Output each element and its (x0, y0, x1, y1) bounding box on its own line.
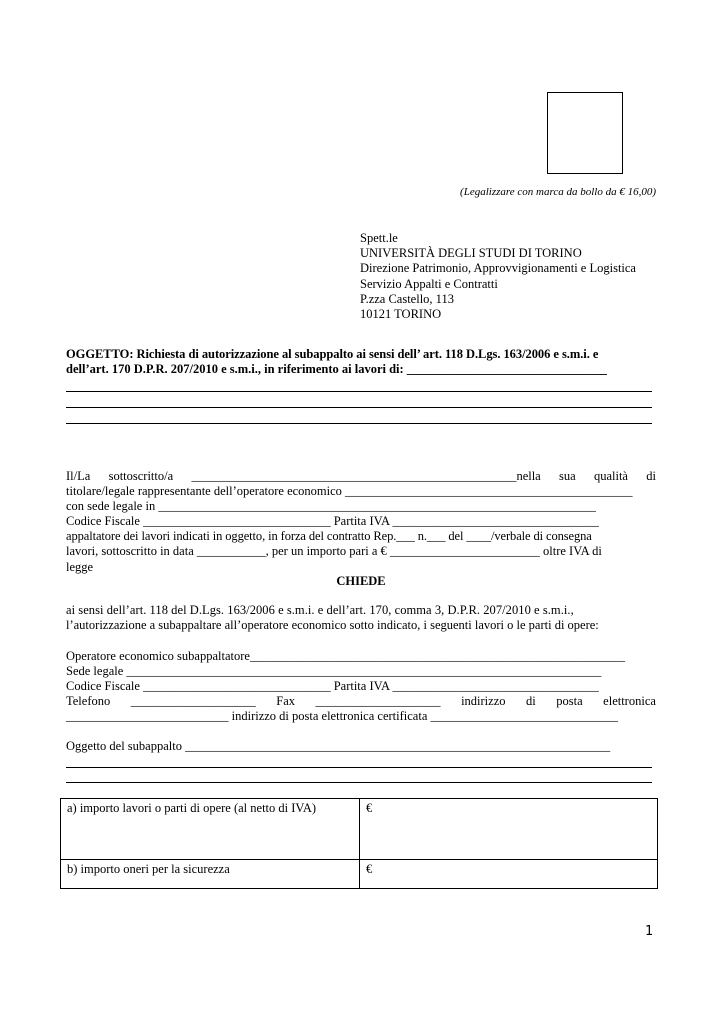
text: Telefono (66, 694, 111, 709)
declarant-block (66, 469, 656, 575)
subcontractor-line[interactable] (66, 694, 656, 709)
text: sua (559, 469, 576, 483)
row-a-label: a) importo lavori o parti di opere (al netto di IVA) (61, 799, 360, 860)
declarant-line[interactable]: Codice Fiscale ______________________________ Partita IVA _________________________________ (66, 514, 599, 529)
stamp-note: (Legalizzare con marca da bollo da € 16,00) (460, 186, 656, 198)
declarant-line: legge (66, 559, 94, 574)
table-row (61, 799, 658, 860)
recipient-line: 10121 TORINO (360, 307, 442, 322)
fax-field[interactable]: ____________________ (315, 694, 441, 709)
amounts-table (60, 798, 658, 889)
request-block (66, 603, 656, 633)
subject-block (66, 739, 656, 754)
text: Fax (276, 694, 296, 709)
subcontractor-line[interactable]: Operatore economico subappaltatore____________________________________________________________ (66, 649, 625, 663)
declarant-line[interactable]: appaltatore dei lavori indicati in oggetto, in forza del contratto Rep.___ n.___ del ____/verbale di consegna (66, 529, 592, 544)
phone-field[interactable]: ____________________ (130, 694, 256, 709)
recipient-line: P.zza Castello, 113 (360, 291, 454, 306)
text: sottoscritto/a (108, 469, 174, 483)
text: Il/La (66, 469, 91, 483)
declarant-line[interactable]: con sede legale in ______________________________________________________________________ (66, 499, 596, 514)
text: indirizzo (461, 694, 506, 709)
subcontractor-line[interactable]: Sede legale ____________________________________________________________________________ (66, 664, 602, 679)
subject-line: dell’art. 170 D.P.R. 207/2010 e s.m.i., in riferimento ai lavori di: ________________________________ (66, 362, 607, 376)
text: di (526, 694, 536, 709)
recipient-line: UNIVERSITÀ DEGLI STUDI DI TORINO (360, 246, 582, 261)
recipient-line: Spett.le (360, 231, 398, 245)
row-b-value[interactable]: € (360, 860, 658, 889)
request-line: ai sensi dell’art. 118 del D.Lgs. 163/2006 e s.m.i. e dell’art. 170, comma 3, D.P.R. 207/2010 e s.m.i., (66, 603, 574, 617)
recipient-line: Servizio Appalti e Contratti (360, 276, 498, 291)
text: elettronica (603, 694, 656, 709)
table-row (61, 860, 658, 889)
name-field[interactable]: ____________________________________________________nella (191, 469, 541, 483)
declarant-line (66, 469, 656, 484)
declarant-line[interactable]: titolare/legale rappresentante dell’operatore economico ______________________________________________ (66, 484, 633, 499)
recipient-line: Direzione Patrimonio, Approvvigionamenti e Logistica (360, 261, 636, 276)
fill-line[interactable] (66, 391, 652, 392)
subject-of-subcontract[interactable]: Oggetto del subappalto ____________________________________________________________________ (66, 739, 611, 753)
subject-line: OGGETTO: Richiesta di autorizzazione al subappalto ai sensi dell’ art. 118 D.Lgs. 163/2006 e s.m.i. e (66, 347, 599, 361)
row-b-label: b) importo oneri per la sicurezza (61, 860, 360, 889)
subcontractor-line[interactable]: __________________________ indirizzo di posta elettronica certificata ______________________________ (66, 709, 618, 724)
text: di (646, 469, 656, 483)
row-a-value[interactable]: € (360, 799, 658, 860)
subcontractor-block (66, 649, 656, 724)
declarant-line[interactable]: lavori, sottoscritto in data ___________, per un importo pari a € ________________________ oltre IVA di (66, 544, 602, 559)
request-line: l’autorizzazione a subappaltare all’operatore economico sotto indicato, i seguenti lavori o le parti di opere: (66, 618, 599, 633)
subject-heading (66, 347, 656, 377)
fill-line[interactable] (66, 782, 652, 783)
text: qualità (593, 469, 628, 483)
chiede-heading: CHIEDE (336, 574, 386, 588)
page-number: 1 (645, 924, 654, 939)
recipient-address (360, 231, 636, 322)
stamp-box (547, 92, 623, 174)
text: posta (556, 694, 583, 709)
fill-line[interactable] (66, 423, 652, 424)
fill-line[interactable] (66, 407, 652, 408)
subcontractor-line[interactable]: Codice Fiscale ______________________________ Partita IVA _________________________________ (66, 679, 599, 694)
fill-line[interactable] (66, 767, 652, 768)
